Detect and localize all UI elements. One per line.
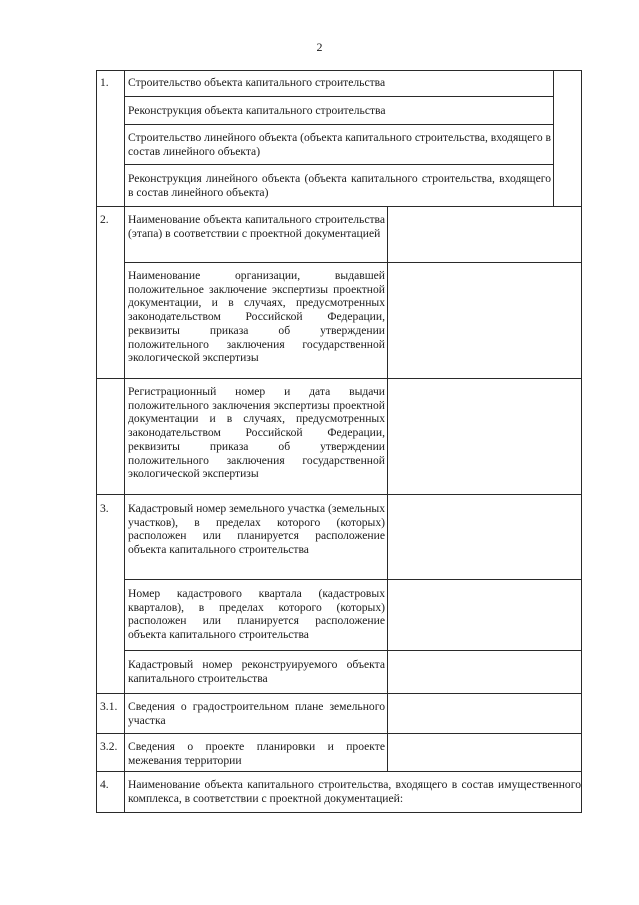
row-3-2-planning-project-label: Сведения о проекте планировки и проекте межевания территории: [128, 740, 385, 767]
row-3-cadastral-land-label: Кадастровый номер земельного участка (земельных участков), в пределах которого (которых) расположен или планируется расположение объекта капитального строительства: [128, 502, 385, 557]
row-3-2-number: 3.2.: [100, 740, 118, 753]
row-1-option-reconstruction: Реконструкция объекта капитального строительства: [128, 104, 386, 117]
row-4-property-complex-label: Наименование объекта капитального строительства, входящего в состав имущественного комплекса, в соответствии с проектной документацией:: [128, 778, 581, 805]
row-2-expert-organization-label: Наименование организации, выдавшей положительное заключение экспертизы проектной документации, и в случаях, предусмотренных законодательством Российской Федерации, реквизиты приказа об утверждении положительного заключения государственной экологической экспертизы: [128, 269, 385, 365]
row-2-registration-number-label: Регистрационный номер и дата выдачи положительного заключения экспертизы проектной документации и в случаях, предусмотренных законодательством Российской Федерации, реквизиты приказа об утверждении положительного заключения государственной экологической экспертизы: [128, 385, 385, 481]
row-2-number: 2.: [100, 213, 109, 226]
row-1-option-construction: Строительство объекта капитального строительства: [128, 76, 386, 89]
row-3-cadastral-quarter-label: Номер кадастрового квартала (кадастровых кварталов), в пределах которого (которых) расположен или планируется расположение объекта капитального строительства: [128, 587, 385, 642]
row-2-object-name-label: Наименование объекта капитального строительства (этапа) в соответствии с проектной документацией: [128, 213, 385, 240]
row-1-option-linear-construction: Строительство линейного объекта (объекта капитального строительства, входящего в состав линейного объекта): [128, 131, 552, 158]
row-3-number: 3.: [100, 502, 109, 515]
row-1-number: 1.: [100, 76, 109, 89]
row-1-option-linear-reconstruction: Реконструкция линейного объекта (объекта капитального строительства, входящего в состав линейного объекта): [128, 172, 551, 199]
row-3-1-urban-plan-label: Сведения о градостроительном плане земельного участка: [128, 700, 385, 727]
row-3-cadastral-object-label: Кадастровый номер реконструируемого объекта капитального строительства: [128, 658, 385, 685]
row-3-1-number: 3.1.: [100, 700, 118, 713]
row-4-number: 4.: [100, 778, 109, 791]
page-number: 2: [316, 40, 323, 54]
